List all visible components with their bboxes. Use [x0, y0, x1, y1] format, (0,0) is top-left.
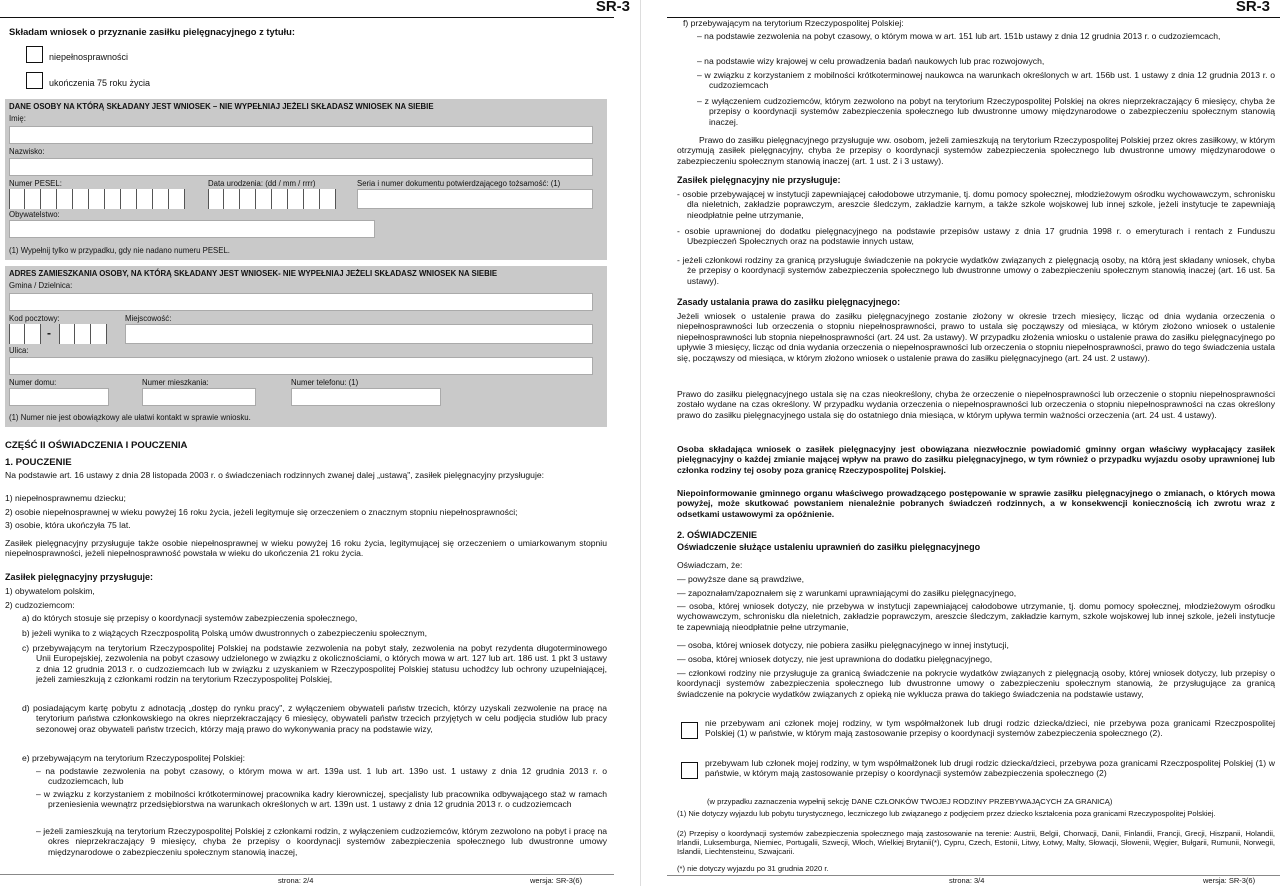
field-label: Miejscowość: [125, 314, 172, 323]
section-note: (1) Numer nie jest obowiązkowy ale ułatwi kontakt w sprawie wniosku. [9, 413, 251, 422]
top-rule [0, 17, 614, 18]
statement-item: — powyższe dane są prawdziwe, [677, 574, 805, 584]
option-label: ukończenia 75 roku życia [49, 78, 151, 88]
form-code: SR-3 [595, 0, 630, 15]
statement-item: — osoba, której wniosek dotyczy, nie pobiera zasiłku pielęgnacyjnego w innej instytucji, [677, 640, 1009, 650]
section-header: DANE OSOBY NA KTÓRĄ SKŁADANY JEST WNIOSEK – NIE WYPEŁNIAJ JEŻELI SKŁADASZ WNIOSEK NA SIEBIE [9, 102, 434, 111]
section-address [5, 266, 607, 427]
field-label: Numer domu: [9, 378, 57, 387]
statement-intro: Oświadczam, że: [677, 560, 743, 570]
intro-text: Na podstawie art. 16 ustawy z dnia 28 listopada 2003 r. o świadczeniach rodzinnych zwanej dalej „ustawą", zasiłek pielęgnacyjny przysługuje: [5, 470, 545, 480]
checkbox-label: przebywam lub członek mojej rodziny, w tym współmałżonek lub drugi rodzic dziecka/dzieci, przebywa poza granicami Rzeczpospolitej Polskiej (1) w państwie, w którym mają zastosowanie przepisy o koordynacji systemów zabezpieczenia społecznego (2) [705, 758, 1275, 779]
list-item: 1) niepełnosprawnemu dziecku; [5, 493, 126, 503]
apartment-number-input[interactable] [142, 388, 256, 406]
statement-item: — członkowi rodziny nie przysługuje za granicą świadczenie na pokrycie wydatków związanych z pielęgnacją osoby, której wniosek dotyczy, lub przepisy o koordynacji systemów zabezpieczenia społecznego lub dwustronne umowy o zabezpieczeniu społecznym stanowią, że przysługujące za granicą świadczenie na pokrycie wydatków związanych z opieką nie wyklucza prawa do takiego świadczenia na podstawie ustawy, [677, 668, 1275, 699]
field-label: Numer mieszkania: [142, 378, 209, 387]
postal-dash: - [47, 326, 51, 340]
checkbox-note: (w przypadku zaznaczenia wypełnij sekcję DANE CZŁONKÓW TWOJEJ RODZINY PRZEBYWAJĄCYCH ZA GRANICĄ) [707, 797, 1113, 806]
list-item: c) przebywającym na terytorium Rzeczypospolitej Polskiej na podstawie zezwolenia na pobyt stały, zezwolenia na pobyt rezydenta długoterminowego Unii Europejskiej, zezwolenia na pobyt czasowy udzielonego w związku z okolicznościami, o których mowa w art. 127 lub art. 186 ust. 1 pkt 3 ustawy z dnia 12 grudnia 2013 r. o cudzoziemcach lub w związku z uzyskaniem w Rzeczypospolitej Polskiej statusu uchodźcy lub ochrony uzupełniającej, jeżeli zamieszkują z członkami rodzin na terytorium Rzeczypospolitej Polskiej, [22, 643, 607, 685]
field-label: Data urodzenia: (dd / mm / rrrr) [208, 179, 316, 188]
list-item: - osobie uprawnionej do dodatku pielęgnacyjnego na podstawie przepisów ustawy z dnia 17 grudnia 1998 r. o emeryturach i rentach z Funduszu Ubezpieczeń Społecznych oraz na podstawie innych ustaw, [677, 226, 1275, 247]
section-header: ADRES ZAMIESZKANIA OSOBY, NA KTÓRĄ SKŁADANY JEST WNIOSEK- NIE WYPEŁNIAJ JEŻELI SKŁADASZ WNIOSEK NA SIEBIE [9, 269, 498, 278]
form-version: wersja: SR-3(6) [1203, 876, 1256, 885]
subheading: Zasady ustalania prawa do zasiłku pielęgnacyjnego: [677, 297, 901, 307]
footnote: (*) nie dotyczy wyjazdu po 31 grudnia 2020 r. [677, 864, 829, 873]
footnote: (1) Nie dotyczy wyjazdu lub pobytu turystycznego, leczniczego lub związanego z podjęciem przez dziecko kształcenia poza granicami Rzeczypospolitej Polskiej. [677, 809, 1216, 818]
checkbox-niepelnosprawnosc[interactable] [26, 46, 43, 63]
house-number-input[interactable] [9, 388, 109, 406]
part-heading: CZĘŚĆ II OŚWIADCZENIA I POUCZENIA [5, 440, 188, 451]
footnote: (2) Przepisy o koordynacji systemów zabezpieczenia społecznego mają zastosowanie na terenie: Austrii, Belgii, Chorwacji, Danii, Finlandii, Francji, Grecji, Hiszpanii, Holandii, Irlandii, Luksemburga, Niemiec, Portugalii, Szwecji, Włoch, Wielkiej Brytanii(*), Cypru, Czech, Estonii, Litwy, Łotwy, Malty, Słowacji, Słowenii, Węgier, Bułgarii, Rumunii, Norwegii, Islandii, Liechtensteinu, Szwajcarii. [677, 829, 1275, 857]
option-label: niepełnosprawności [49, 52, 129, 62]
bottom-rule [0, 874, 614, 875]
list-item: – w związku z korzystaniem z mobilności krótkoterminowej naukowca na warunkach określonych w art. 156b ust. 1 ustawy z dnia 12 grudnia 2013 r. o cudzoziemcach [697, 70, 1275, 91]
form-version: wersja: SR-3(6) [530, 876, 583, 885]
postal-code-second[interactable] [59, 324, 107, 344]
field-label: Numer PESEL: [9, 179, 62, 188]
phone-input[interactable] [291, 388, 441, 406]
page-number: strona: 2/4 [278, 876, 314, 885]
list-item: 3) osobie, która ukończyła 75 lat. [5, 520, 131, 530]
list-item: e) przebywającym na terytorium Rzeczypospolitej Polskiej: [22, 753, 246, 763]
subheading: Oświadczenie służące ustaleniu uprawnień do zasiłku pielęgnacyjnego [677, 542, 981, 552]
statement-item: — osoba, której wniosek dotyczy, nie jest uprawniona do dodatku pielęgnacyjnego, [677, 654, 993, 664]
field-label: Nazwisko: [9, 147, 45, 156]
id-document-input[interactable] [357, 189, 593, 209]
list-item: b) jeżeli wynika to z wiążących Rzeczpospolitą Polską umów dwustronnych o zabezpieczeniu społecznym, [22, 628, 428, 638]
checkbox-label: nie przebywam ani członek mojej rodziny, w tym współmałżonek lub drugi rodzic dziecka/dzieci, nie przebywa poza granicami Rzeczpospolitej Polskiej (1) w państwie, w którym mają zastosowanie przepisy o koordynacji systemów zabezpieczenia społecznego (2). [705, 718, 1275, 739]
list-item: - osobie przebywającej w instytucji zapewniającej całodobowe utrzymanie, tj. domu pomocy społecznej, młodzieżowym ośrodku wychowawczym, schronisku dla nieletnich, zakładzie poprawczym, areszcie śledczym, zakładzie karnym, a także szkole wojskowej lub innej szkole, jeżeli instytucje te zapewniają nieodpłatnie pełne utrzymanie, [677, 189, 1275, 220]
statement-item: — osoba, której wniosek dotyczy, nie przebywa w instytucji zapewniającej całodobowe utrzymanie, tj. domu pomocy społecznej, młodzieżowym ośrodku wychowawczym, schronisku dla nieletnich, zakładzie poprawczym, areszcie śledczym, zakładzie karnym, szkole wojskowej lub innej szkole, jeżeli instytucje te zapewniają nieodpłatnie pełne utrzymanie, [677, 601, 1275, 632]
list-item: – z wyłączeniem cudzoziemców, którym zezwolono na pobyt na terytorium Rzeczypospolitej Polskiej na okres nieprzekraczający 6 miesięcy, chyba że przepisy o koordynacji systemów zabezpieczenia społecznego lub dwustronne umowy międzynarodowe o zabezpieczeniu społecznym stanowią inaczej. [697, 96, 1275, 127]
field-label: Kod pocztowy: [9, 314, 60, 323]
city-input[interactable] [125, 324, 593, 344]
birth-date-input[interactable] [208, 189, 336, 209]
field-label: Numer telefonu: (1) [291, 378, 359, 387]
list-item: d) posiadającym kartę pobytu z adnotacją „dostęp do rynku pracy", z wyłączeniem obywateli państw trzecich, którzy uzyskali zezwolenie na pracę na terytorium państwa członkowskiego na okres nieprzekraczający 6 miesięcy, obywateli państw trzecich przyjętych w celu podjęcia studiów lub pracy sezonowej oraz obywateli państw trzecich, którzy mają prawo do wykonywania pracy na podstawie wizy, [22, 703, 607, 734]
checkbox-przebywam[interactable] [681, 762, 698, 779]
field-label: Seria i numer dokumentu potwierdzającego tożsamość: (1) [357, 179, 561, 188]
section-heading: 1. POUCZENIE [5, 457, 72, 468]
list-item: 2) cudzoziemcom: [5, 600, 75, 610]
form-code: SR-3 [1235, 0, 1270, 15]
list-item: – na podstawie wizy krajowej w celu prowadzenia badań naukowych lub prac rozwojowych, [697, 56, 1045, 66]
list-item: – na podstawie zezwolenia na pobyt czasowy, o którym mowa w art. 151 lub art. 151b ustawy z dnia 12 grudnia 2013 r. o cudzoziemcach, [697, 31, 1221, 41]
last-name-input[interactable] [9, 158, 593, 176]
citizenship-input[interactable] [9, 220, 375, 238]
street-input[interactable] [9, 357, 593, 375]
paragraph: Zasiłek pielęgnacyjny przysługuje także osobie niepełnosprawnej w wieku powyżej 16 roku życia, legitymującej się orzeczeniem o umiarkowanym stopniu niepełnosprawności, jeżeli niepełnosprawność powstała w wieku do ukończenia 21 roku życia. [5, 538, 607, 559]
paragraph: Jeżeli wniosek o ustalenie prawa do zasiłku pielęgnacyjnego zostanie złożony w okresie trzech miesięcy, licząc od dnia wydania orzeczenia o niepełnosprawności lub orzeczenia o stopniu niepełnosprawności, prawo to ustala się począwszy od miesiąca, w którym złożono wniosek o ustalenie niepełnosprawności lub stopnia niepełnosprawności (art. 24 ust. 2a ustawy). W przypadku złożenia wniosku o ustalenie prawa do zasiłku pielęgnacyjnego po upływie 3 miesięcy, licząc od dnia wydania orzeczenia o niepełnosprawności lub orzeczenia o stopniu niepełnosprawności, prawo do tego świadczenia ustala się, począwszy od miesiąca, w którym złożono wniosek o ustalenie prawa do zasiłku pielęgnacyjnego (art. 24 ust. 2 ustawy). [677, 311, 1275, 363]
pesel-input[interactable] [9, 189, 185, 209]
paragraph-bold: Niepoinformowanie gminnego organu właściwego prowadzącego postępowanie w sprawie zasiłku pielęgnacyjnego o zmianach, o których mowa powyżej, może skutkować powstaniem nienależnie pobranych świadczeń rodzinnych, a w konsekwencji koniecznością ich zwrotu wraz z odsetkami ustawowymi za opóźnienie. [677, 488, 1275, 519]
checkbox-nie-przebywam[interactable] [681, 722, 698, 739]
statement-item: — zapoznałam/zapoznałem się z warunkami uprawniającymi do zasiłku pielęgnacyjnego, [677, 588, 1017, 598]
subheading: Zasiłek pielęgnacyjny nie przysługuje: [677, 175, 841, 185]
paragraph-bold: Osoba składająca wniosek o zasiłek pielęgnacyjny jest obowiązana niezwłocznie powiadomić gminny organ właściwy wypłacający zasiłek pielęgnacyjny o każdej zmianie mającej wpływ na prawo do zasiłku pielęgnacyjnego, w tym również o przypadku wyjazdu osoby uprawnionej lub członka rodziny tej osoby poza granicę Rzeczypospolitej Polskiej. [677, 444, 1275, 475]
list-item: 2) osobie niepełnosprawnej w wieku powyżej 16 roku życia, jeżeli legitymuje się orzeczeniem o znacznym stopniu niepełnosprawności; [5, 507, 518, 517]
field-label: Gmina / Dzielnica: [9, 281, 73, 290]
list-item: f) przebywającym na terytorium Rzeczypospolitej Polskiej: [683, 18, 904, 28]
list-item: - jeżeli członkowi rodziny za granicą przysługuje świadczenie na pokrycie wydatków związanych z pielęgnacją osoby, na którą jest składany wniosek, chyba że przepisy o koordynacji systemów zabezpieczenia społecznego lub dwustronne umowy o zabezpieczeniu społecznym stanowią inaczej (art. 16 ust. 5a ustawy). [677, 255, 1275, 286]
field-label: Imię: [9, 114, 26, 123]
subheading: Zasiłek pielęgnacyjny przysługuje: [5, 572, 154, 582]
page-number: strona: 3/4 [949, 876, 985, 885]
request-title: Składam wniosek o przyznanie zasiłku pielęgnacyjnego z tytułu: [9, 26, 296, 37]
postal-code-first[interactable] [9, 324, 41, 344]
paragraph: Prawo do zasiłku pielęgnacyjnego przysługuje ww. osobom, jeżeli zamieszkują na terytorium Rzeczypospolitej Polskiej przez okres zasiłkowy, w którym otrzymują zasiłek pielęgnacyjny, chyba że przepisy o koordynacji systemów zabezpieczenia społecznego lub dwustronne umowy międzynarodowe o zabezpieczeniu społecznym stanowią inaczej (art. 1 ust. 2 i 3 ustawy). [677, 135, 1275, 166]
field-label: Obywatelstwo: [9, 210, 60, 219]
gmina-input[interactable] [9, 293, 593, 311]
first-name-input[interactable] [9, 126, 593, 144]
checkbox-75-lat[interactable] [26, 72, 43, 89]
section-heading: 2. OŚWIADCZENIE [677, 530, 758, 540]
section-note: (1) Wypełnij tylko w przypadku, gdy nie nadano numeru PESEL. [9, 246, 230, 255]
list-item: – na podstawie zezwolenia na pobyt czasowy, o którym mowa w art. 139a ust. 1 lub art. 139o ust. 1 ustawy z dnia 12 grudnia 2013 r. o cudzoziemcach, lub [36, 766, 607, 787]
field-label: Ulica: [9, 346, 29, 355]
paragraph: Prawo do zasiłku pielęgnacyjnego ustala się na czas nieokreślony, chyba że orzeczenie o niepełnosprawności lub orzeczenie o stopniu niepełnosprawności zostało wydane na czas określony. W przypadku wydania orzeczenia o niepełnosprawności lub orzeczenia o stopniu niepełnosprawności na czas określony prawo do zasiłku pielęgnacyjnego ustala się do ostatniego dnia miesiąca, w którym upływa termin ważności orzeczenia (art. 24 ust. 4 ustawy). [677, 389, 1275, 420]
form-page-right [640, 0, 1280, 886]
section-person-data [5, 99, 607, 260]
list-item: – w związku z korzystaniem z mobilności krótkoterminowej pracownika kadry kierowniczej, specjalisty lub pracownika odbywającego staż w ramach przeniesienia wewnątrz przedsiębiorstwa na warunkach określonych w art. 139n ust. 1 ustawy z dnia 12 grudnia 2013 r. o cudzoziemcach [36, 789, 607, 810]
list-item: a) do których stosuje się przepisy o koordynacji systemów zabezpieczenia społecznego, [22, 613, 358, 623]
list-item: – jeżeli zamieszkują na terytorium Rzeczypospolitej Polskiej z członkami rodzin, z wyłączeniem cudzoziemców, którym zezwolono na pobyt i pracę na okres nieprzekraczający 9 miesięcy, chyba że przepisy o koordynacji systemów zabezpieczenia społecznego lub dwustronne umowy międzynarodowe o zabezpieczeniu społecznym stanowią inaczej, [36, 826, 607, 857]
list-item: 1) obywatelom polskim, [5, 586, 95, 596]
